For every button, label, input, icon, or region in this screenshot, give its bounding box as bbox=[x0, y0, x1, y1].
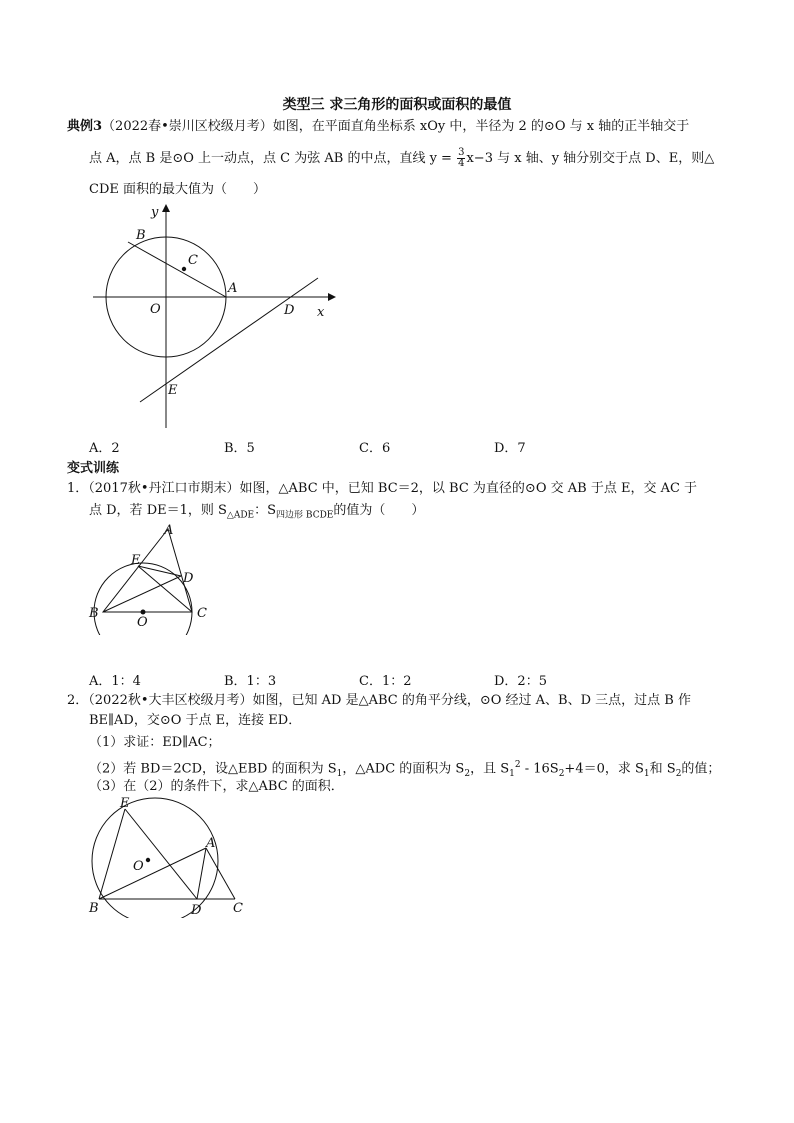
label-o: O bbox=[137, 615, 148, 630]
segment-ba bbox=[99, 848, 206, 899]
y-axis-arrow bbox=[162, 204, 170, 212]
q2-figure bbox=[85, 793, 255, 918]
q2-part2: （2）若 BD＝2CD，设△EBD 的面积为 $S_1$，△ADC 的面积为 $S_2$，且 $S_1^2 - 16S_2+4=0$，求 $S_1$和 $S_2$的值； bbox=[89, 760, 721, 779]
q2-part3: （3）在（2）的条件下，求△ABC 的面积． bbox=[89, 779, 344, 794]
q2-line2: BE∥AD，交⊙O 于点 E，连接 ED． bbox=[89, 713, 302, 728]
segment-ed bbox=[125, 809, 197, 899]
label-x: x bbox=[317, 305, 325, 320]
label-d: D bbox=[284, 303, 295, 318]
label-a: A bbox=[206, 836, 216, 851]
point-o bbox=[146, 858, 150, 862]
point-c bbox=[182, 267, 186, 271]
section-heading: 变式训练 bbox=[67, 461, 120, 476]
choice-c: C．6 bbox=[359, 441, 391, 456]
example3-text1: （2022春•崇川区校级月考）如图，在平面直角坐标系 xOy 中，半径为 2 的⊙O 与 x 轴的正半轴交于 bbox=[102, 119, 690, 134]
example3-choices bbox=[89, 437, 629, 456]
label-a: A bbox=[228, 281, 238, 296]
choice-c: C．1：2 bbox=[359, 674, 412, 689]
choice-a: A．2 bbox=[89, 441, 120, 456]
label-e: E bbox=[131, 553, 141, 568]
label-b: B bbox=[89, 901, 99, 916]
choice-b: B．1：3 bbox=[224, 674, 277, 689]
example3-figure bbox=[88, 200, 348, 435]
q1-line1: 1．（2017秋•丹江口市期末）如图，△ABC 中，已知 BC＝2，以 BC 为直径的⊙O 交 AB 于点 E，交 AC 于 bbox=[67, 481, 698, 496]
label-e: E bbox=[120, 796, 130, 811]
q1-figure bbox=[85, 520, 220, 635]
example3-line1 bbox=[67, 118, 689, 136]
equation-fraction: $\frac{3}{4}$ bbox=[458, 147, 465, 169]
example3-text2b: x−3 与 x 轴、y 轴分别交于点 D、E，则△ bbox=[466, 151, 715, 166]
label-o: O bbox=[133, 859, 144, 874]
label-b: B bbox=[136, 228, 146, 243]
label-c: C bbox=[197, 606, 207, 621]
segment-be bbox=[99, 809, 125, 899]
segment-ad bbox=[197, 848, 206, 899]
label-d: D bbox=[183, 571, 194, 586]
label-d: D bbox=[191, 903, 202, 918]
label-y: y bbox=[151, 205, 159, 220]
choice-d: D．7 bbox=[494, 441, 526, 456]
q1-line2: 点 D，若 DE＝1，则 $S_{\triangle ADE}$：$S_{四边形 BCDE}$的值为（ ） bbox=[89, 503, 425, 521]
q2-line1: 2．（2022秋•大丰区校级月考）如图，已知 AD 是△ABC 的角平分线，⊙O 经过 A、B、D 三点，过点 B 作 bbox=[67, 693, 691, 708]
choice-a: A．1：4 bbox=[89, 674, 141, 689]
q1-choices bbox=[89, 670, 629, 689]
chord-ab bbox=[128, 242, 226, 297]
label-o: O bbox=[150, 302, 161, 317]
label-c: C bbox=[233, 901, 243, 916]
label-e: E bbox=[168, 383, 178, 398]
example3-line3: CDE 面积的最大值为（ ） bbox=[89, 182, 266, 197]
x-axis-arrow bbox=[328, 293, 336, 301]
label-a: A bbox=[164, 523, 174, 538]
point-o bbox=[141, 610, 146, 615]
choice-b: B．5 bbox=[224, 441, 255, 456]
choice-d: D．2：5 bbox=[494, 674, 547, 689]
example3-line2 bbox=[89, 148, 714, 169]
label-b: B bbox=[89, 606, 99, 621]
example-tag: 典例3 bbox=[67, 119, 103, 134]
example3-text2a: 点 A，点 B 是⊙O 上一动点，点 C 为弦 AB 的中点，直线 y = bbox=[89, 151, 452, 166]
page-title: 类型三 求三角形的面积或面积的最值 bbox=[282, 97, 512, 113]
label-c: C bbox=[188, 253, 198, 268]
segment-bd bbox=[103, 576, 181, 612]
q2-part1: （1）求证：ED∥AC； bbox=[89, 735, 221, 750]
